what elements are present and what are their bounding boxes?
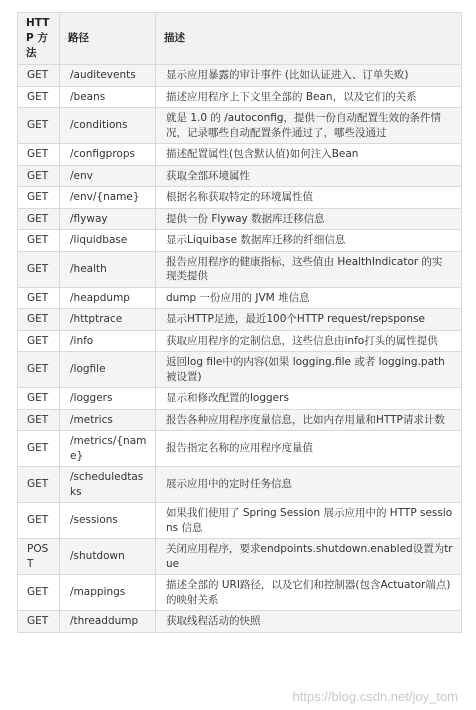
path-cell: /configprops (60, 144, 156, 166)
description-cell: 描述应用程序上下文里全部的 Bean，以及它们的关系 (156, 86, 462, 108)
table-row (18, 611, 462, 633)
method-cell: GET (18, 251, 60, 287)
method-cell: POST (18, 539, 60, 575)
description-cell: 报告应用程序的健康指标，这些值由 HealthIndicator 的实现类提供 (156, 251, 462, 287)
table-row (18, 539, 462, 575)
header-path: 路径 (60, 13, 156, 65)
description-cell: 根据名称获取特定的环境属性值 (156, 187, 462, 209)
description-cell: 展示应用中的定时任务信息 (156, 467, 462, 503)
description-cell: dump 一份应用的 JVM 堆信息 (156, 287, 462, 309)
method-cell: GET (18, 208, 60, 230)
path-cell: /httptrace (60, 309, 156, 331)
method-cell: GET (18, 309, 60, 331)
method-cell: GET (18, 352, 60, 388)
method-cell: GET (18, 503, 60, 539)
description-cell: 返回log file中的内容(如果 logging.file 或者 logging.path 被设置) (156, 352, 462, 388)
table-row (18, 65, 462, 87)
description-cell: 获取线程活动的快照 (156, 611, 462, 633)
watermark: https://blog.csdn.net/joy_tom (292, 689, 458, 704)
path-cell: /heapdump (60, 287, 156, 309)
path-cell: /logfile (60, 352, 156, 388)
table-row (18, 287, 462, 309)
description-cell: 提供一份 Flyway 数据库迁移信息 (156, 208, 462, 230)
description-cell: 关闭应用程序，要求endpoints.shutdown.enabled设置为true (156, 539, 462, 575)
method-cell: GET (18, 86, 60, 108)
table-row (18, 330, 462, 352)
method-cell: GET (18, 467, 60, 503)
table-row (18, 431, 462, 467)
table-row (18, 230, 462, 252)
path-cell: /conditions (60, 108, 156, 144)
description-cell: 获取全部环境属性 (156, 165, 462, 187)
path-cell: /loggers (60, 388, 156, 410)
method-cell: GET (18, 330, 60, 352)
method-cell: GET (18, 187, 60, 209)
description-cell: 如果我们使用了 Spring Session 展示应用中的 HTTP sessions 信息 (156, 503, 462, 539)
table-row (18, 467, 462, 503)
path-cell: /threaddump (60, 611, 156, 633)
path-cell: /metrics/{name} (60, 431, 156, 467)
description-cell: 显示和修改配置的loggers (156, 388, 462, 410)
method-cell: GET (18, 575, 60, 611)
table-row (18, 144, 462, 166)
description-cell: 描述配置属性(包含默认值)如何注入Bean (156, 144, 462, 166)
endpoints-table (17, 12, 462, 633)
table-row (18, 86, 462, 108)
method-cell: GET (18, 144, 60, 166)
path-cell: /beans (60, 86, 156, 108)
description-cell: 描述全部的 URI路径，以及它们和控制器(包含Actuator端点)的映射关系 (156, 575, 462, 611)
method-cell: GET (18, 431, 60, 467)
table-row (18, 208, 462, 230)
method-cell: GET (18, 65, 60, 87)
path-cell: /scheduledtasks (60, 467, 156, 503)
path-cell: /sessions (60, 503, 156, 539)
header-description: 描述 (156, 13, 462, 65)
method-cell: GET (18, 287, 60, 309)
description-cell: 就是 1.0 的 /autoconfig，提供一份自动配置生效的条件情况，记录哪些自动配置条件通过了，哪些没通过 (156, 108, 462, 144)
description-cell: 显示HTTP足迹，最近100个HTTP request/repsponse (156, 309, 462, 331)
path-cell: /liquidbase (60, 230, 156, 252)
description-cell: 报告各种应用程序度量信息，比如内存用量和HTTP请求计数 (156, 409, 462, 431)
path-cell: /env (60, 165, 156, 187)
table-header-row (18, 13, 462, 65)
table-row (18, 388, 462, 410)
description-cell: 报告指定名称的应用程序度量值 (156, 431, 462, 467)
path-cell: /info (60, 330, 156, 352)
method-cell: GET (18, 409, 60, 431)
description-cell: 获取应用程序的定制信息，这些信息由info打头的属性提供 (156, 330, 462, 352)
method-cell: GET (18, 108, 60, 144)
table-row (18, 251, 462, 287)
path-cell: /shutdown (60, 539, 156, 575)
table-row (18, 352, 462, 388)
method-cell: GET (18, 388, 60, 410)
description-cell: 显示应用暴露的审计事件 (比如认证进入、订单失败) (156, 65, 462, 87)
table-row (18, 575, 462, 611)
method-cell: GET (18, 230, 60, 252)
table-row (18, 503, 462, 539)
method-cell: GET (18, 165, 60, 187)
table-row (18, 409, 462, 431)
table-row (18, 309, 462, 331)
path-cell: /flyway (60, 208, 156, 230)
path-cell: /auditevents (60, 65, 156, 87)
table-row (18, 108, 462, 144)
table-row (18, 187, 462, 209)
path-cell: /mappings (60, 575, 156, 611)
method-cell: GET (18, 611, 60, 633)
path-cell: /metrics (60, 409, 156, 431)
table-row (18, 165, 462, 187)
header-http-method: HTTP 方法 (18, 13, 60, 65)
path-cell: /health (60, 251, 156, 287)
description-cell: 显示Liquibase 数据库迁移的纤细信息 (156, 230, 462, 252)
path-cell: /env/{name} (60, 187, 156, 209)
